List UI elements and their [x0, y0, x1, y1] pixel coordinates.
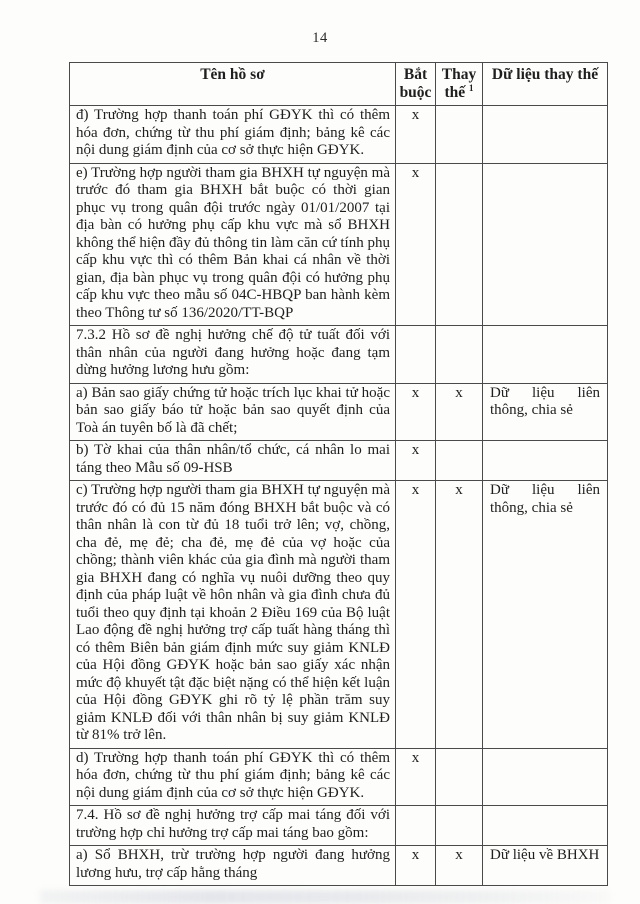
table-row	[70, 441, 608, 481]
scan-artifact	[40, 890, 610, 904]
cell-required-mark	[396, 806, 436, 846]
cell-document-name: b) Tờ khai của thân nhân/tổ chức, cá nhân lo mai táng theo Mẫu số 09-HSB	[70, 441, 396, 481]
cell-required-mark: x	[396, 481, 436, 749]
cell-document-name: a) Bản sao giấy chứng tử hoặc trích lục khai tử hoặc bản sao giấy báo tử hoặc bản sao quyết định của Toà án tuyên bố là đã chết;	[70, 383, 396, 441]
table-row	[70, 481, 608, 749]
table-header	[70, 63, 608, 106]
cell-document-name: d) Trường hợp thanh toán phí GĐYK thì có thêm hóa đơn, chứng từ thu phí giám định; bảng kê các nội dung giám định của cơ sở thực hiện GĐYK.	[70, 748, 396, 806]
cell-replacement-data	[483, 441, 608, 481]
cell-replacement-data	[483, 326, 608, 384]
table-row	[70, 163, 608, 326]
cell-document-name: đ) Trường hợp thanh toán phí GĐYK thì có thêm hóa đơn, chứng từ thu phí giám định; bảng kê các nội dung giám định của cơ sở thực hiện GĐYK.	[70, 106, 396, 164]
table-body	[70, 106, 608, 886]
cell-required-mark: x	[396, 163, 436, 326]
table-row	[70, 846, 608, 886]
cell-replace-mark	[436, 806, 483, 846]
table-row	[70, 748, 608, 806]
cell-replace-mark: x	[436, 383, 483, 441]
cell-replacement-data	[483, 806, 608, 846]
column-header-du-lieu-thay-the: Dữ liệu thay thế	[483, 63, 608, 106]
table-row	[70, 326, 608, 384]
cell-required-mark	[396, 326, 436, 384]
column-header-bat-buoc: Bắt buộc	[396, 63, 436, 106]
page-number: 14	[312, 30, 328, 46]
cell-replace-mark: x	[436, 846, 483, 886]
cell-document-name: a) Sổ BHXH, trừ trường hợp người đang hưởng lương hưu, trợ cấp hằng tháng	[70, 846, 396, 886]
cell-document-name: 7.3.2 Hồ sơ đề nghị hưởng chế độ tử tuất đối với thân nhân của người đang hưởng hoặc đang tạm dừng hưởng lương hưu gồm:	[70, 326, 396, 384]
cell-replacement-data: Dữ liệu liên thông, chia sẻ	[483, 383, 608, 441]
cell-document-name: 7.4. Hồ sơ đề nghị hưởng trợ cấp mai táng đối với trường hợp chỉ hưởng trợ cấp mai táng bao gồm:	[70, 806, 396, 846]
cell-replacement-data	[483, 106, 608, 164]
cell-replace-mark: x	[436, 481, 483, 749]
cell-replacement-data: Dữ liệu liên thông, chia sẻ	[483, 481, 608, 749]
cell-replace-mark	[436, 441, 483, 481]
records-table	[69, 62, 608, 886]
cell-required-mark: x	[396, 441, 436, 481]
cell-replacement-data: Dữ liệu về BHXH	[483, 846, 608, 886]
cell-replace-mark	[436, 326, 483, 384]
table-row	[70, 106, 608, 164]
column-header-thay-the	[436, 63, 483, 106]
cell-replace-mark	[436, 748, 483, 806]
cell-document-name: c) Trường hợp người tham gia BHXH tự nguyện mà trước đó có đủ 15 năm đóng BHXH bắt buộc và có thân nhân là con từ đủ 18 tuổi trở lên; vợ, chồng, cha đẻ, mẹ đẻ; cha đẻ, mẹ đẻ của vợ hoặc của chồng; thành viên khác của gia đình mà người tham gia BHXH đang có nghĩa vụ nuôi dưỡng theo quy định của pháp luật về hôn nhân và gia đình chưa đủ tuổi theo quy định tại khoản 2 Điều 169 của Bộ luật Lao động đề nghị hưởng trợ cấp tuất hàng tháng thì có thêm Biên bản giám định mức suy giảm KNLĐ của Hội đồng GĐYK hoặc bản sao giấy xác nhận mức độ khuyết tật đặc biệt nặng có thể hiện kết luận của Hội đồng GĐYK ghi rõ tỷ lệ phần trăm suy giảm KNLĐ đối với thân nhân bị suy giảm KNLĐ từ 81% trở lên.	[70, 481, 396, 749]
footnote-reference: 1	[469, 82, 474, 93]
cell-replace-mark	[436, 163, 483, 326]
cell-required-mark: x	[396, 106, 436, 164]
column-header-ten-ho-so: Tên hồ sơ	[70, 63, 396, 106]
table-header-row	[70, 63, 608, 106]
cell-required-mark: x	[396, 748, 436, 806]
cell-required-mark: x	[396, 846, 436, 886]
table-row	[70, 383, 608, 441]
table-row	[70, 806, 608, 846]
column-header-thay-the-label: Thay thế	[441, 66, 477, 101]
cell-replace-mark	[436, 106, 483, 164]
cell-document-name: e) Trường hợp người tham gia BHXH tự nguyện mà trước đó tham gia BHXH bắt buộc có thời gian phục vụ trong quân đội trước ngày 01/01/2007 tại địa bàn có hưởng phụ cấp khu vực mà sổ BHXH không thể hiện đầy đủ thông tin làm căn cứ tính phụ cấp khu vực thì có thêm Bản khai cá nhân về thời gian, địa bàn phục vụ trong quân đội có hưởng phụ cấp khu vực theo mẫu số 04C-HBQP ban hành kèm theo Thông tư số 136/2020/TT-BQP	[70, 163, 396, 326]
cell-replacement-data	[483, 748, 608, 806]
cell-required-mark: x	[396, 383, 436, 441]
cell-replacement-data	[483, 163, 608, 326]
